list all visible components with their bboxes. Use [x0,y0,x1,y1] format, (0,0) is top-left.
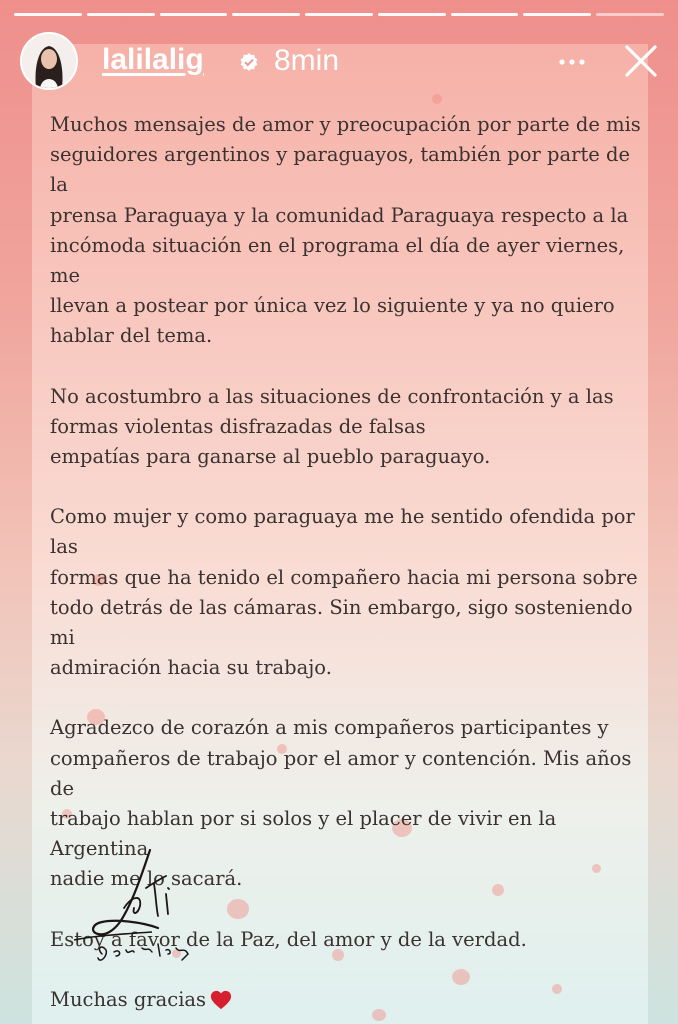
progress-segment [14,13,82,16]
progress-segment [523,13,591,16]
paragraph: Muchos mensajes de amor y preocupación por parte de mis seguidores argentinos y paraguayos, también por parte de la prensa Paraguaya y la comunidad Paraguaya respecto a la incómoda situación en el programa el día de ayer viernes, me llevan a postear por única vez lo siguiente y ya no quiero hablar del tema. [50,113,641,348]
paragraph: Como mujer y como paraguaya me he sentido ofendida por las formas que ha tenido el compañero hacia mi persona sobre todo detrás de las cámaras. Sin embargo, sigo sosteniendo mi admiración hacia su trabajo. [50,505,638,680]
story-header [20,32,658,92]
more-dots-icon[interactable] [556,52,588,72]
username[interactable]: lalilalig [102,43,204,76]
paragraph: No acostumbro a las situaciones de confrontación y a las formas violentas disfrazadas de falsas empatías para ganarse al pueblo paraguayo. [50,384,614,469]
thanks-text: Muchas gracias [50,987,207,1011]
paragraph: Estoy a favor de la Paz, del amor y de la verdad. [50,927,527,951]
progress-segment [160,13,228,16]
thanks-line [50,985,650,1015]
verified-badge-icon [239,52,259,72]
progress-segment [451,13,519,16]
progress-segment [87,13,155,16]
avatar[interactable] [20,32,78,90]
signature-image [62,844,212,974]
progress-segment [232,13,300,16]
progress-segment [305,13,373,16]
progress-segment [378,13,446,16]
paragraph: Agradezco de corazón a mis compañeros participantes y compañeros de trabajo por el amor y contención. Mis años de trabajo hablan por si solos y el placer de vivir en la Argentina nadie me lo sacará. [50,716,632,891]
story-progress-bar [14,13,664,17]
close-icon[interactable] [624,44,658,78]
progress-segment [596,13,664,16]
heart-icon [210,989,232,1011]
post-time: 8min [274,44,340,77]
